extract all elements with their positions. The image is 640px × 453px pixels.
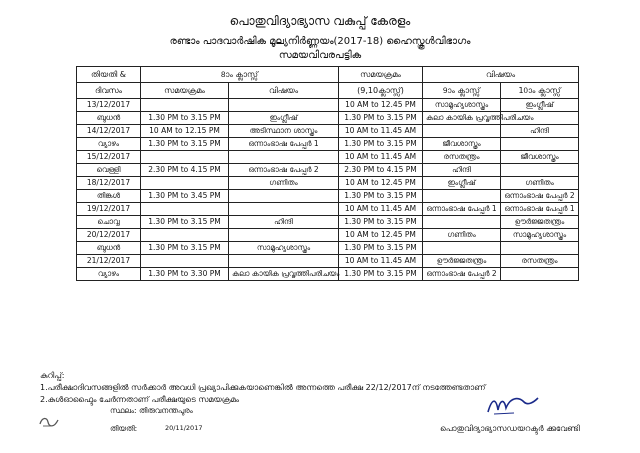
- time910-header: സമയക്രമം: [339, 67, 423, 83]
- class8-time: 1.30 PM to 3.15 PM: [141, 138, 229, 151]
- class8-subject: അടിസ്ഥാന ശാസ്ത്രം: [229, 125, 339, 138]
- class910-time: 2.30 PM to 4.15 PM: [339, 164, 423, 177]
- class9-subject: [423, 242, 501, 255]
- exam-day: ചൊവ്വ: [77, 216, 141, 229]
- class8-subject: ഹിന്ദി: [229, 216, 339, 229]
- class910-time: 10 AM to 12.45 PM: [339, 99, 423, 112]
- class910-time: 10 AM to 11.45 AM: [339, 125, 423, 138]
- class8-header: 8ാം ക്ലാസ്സ്: [141, 67, 339, 83]
- class8-subject: [229, 151, 339, 164]
- class9-subject: ജീവശാസ്ത്രം: [423, 138, 501, 151]
- class910-time: 1.30 PM to 3.15 PM: [339, 112, 423, 125]
- class8-subject: ഒന്നാംഭാഷ പേപ്പർ 2: [229, 164, 339, 177]
- note-1: 1.പരീക്ഷാദിവസങ്ങളിൽ സർക്കാർ അവധി പ്രഖ്യാപിക്കുകയാണെങ്കിൽ അന്നത്തെ പരീക്ഷ 22/12/2017ന് നടത്തേണ്ടതാണ്: [40, 383, 486, 392]
- signatory-label: പൊതുവിദ്യാഭ്യാസഡയറക്ടർ ക്കുവേണ്ടി: [440, 424, 580, 433]
- exam-day: തിങ്കൾ: [77, 190, 141, 203]
- table-row: [77, 177, 579, 190]
- class9-subject: ഹിന്ദി: [423, 164, 501, 177]
- class10-subject: [501, 242, 579, 255]
- table-row: [77, 151, 579, 164]
- class9-subject: [423, 125, 501, 138]
- exam-date: 14/12/2017: [77, 125, 141, 138]
- class910-time: 1.30 PM to 3.15 PM: [339, 138, 423, 151]
- timetable-title: സമയവിവരപട്ടിക: [278, 50, 362, 61]
- class8-subject: [229, 255, 339, 268]
- class8-time: 1.30 PM to 3.15 PM: [141, 112, 229, 125]
- table-row: [77, 138, 579, 151]
- class910-time: 1.30 PM to 3.15 PM: [339, 268, 423, 281]
- class8-subject: ഇംഗ്ലീഷ്: [229, 112, 339, 125]
- time8-header: സമയക്രമം: [141, 83, 229, 99]
- class8-time: 1.30 PM to 3.45 PM: [141, 190, 229, 203]
- class8-subject: ഒന്നാംഭാഷ പേപ്പർ 1: [229, 138, 339, 151]
- class910-time: 10 AM to 11.45 AM: [339, 255, 423, 268]
- date-value: 20/11/2017: [165, 424, 203, 432]
- notes-title: കുറിപ്പ്:: [40, 371, 65, 380]
- exam-date: 20/12/2017: [77, 229, 141, 242]
- class910-time: 1.30 PM to 3.15 PM: [339, 242, 423, 255]
- class10-subject: ഒന്നാംഭാഷ പേപ്പർ 1: [501, 203, 579, 216]
- class9-subject: രസതന്ത്രം: [423, 151, 501, 164]
- exam-date: 13/12/2017: [77, 99, 141, 112]
- class8-time: [141, 151, 229, 164]
- class910-time: 10 AM to 12.45 PM: [339, 229, 423, 242]
- class8-time: [141, 229, 229, 242]
- table-row: [77, 242, 579, 255]
- class10-subject: ജീവശാസ്ത്രം: [501, 151, 579, 164]
- class9-subject: ഗണിതം: [423, 229, 501, 242]
- class910-time: 10 AM to 11.45 AM: [339, 203, 423, 216]
- class8-subject: [229, 190, 339, 203]
- class10-subject: [501, 268, 579, 281]
- exam-day: ബുധൻ: [77, 242, 141, 255]
- class8-time: [141, 203, 229, 216]
- class10-subject: [501, 164, 579, 177]
- exam-day: വ്യാഴം: [77, 138, 141, 151]
- class9-subject: ഒന്നാംഭാഷ പേപ്പർ 2: [423, 268, 501, 281]
- table-row: [77, 203, 579, 216]
- class8-time: 10 AM to 12.15 PM: [141, 125, 229, 138]
- class10-subject: രസതന്ത്രം: [501, 255, 579, 268]
- class8-subject: [229, 229, 339, 242]
- class9-subject: ഇംഗ്ലീഷ്: [423, 177, 501, 190]
- notes: [40, 370, 486, 406]
- class9-header: 9ാം ക്ലാസ്സ്: [423, 83, 501, 99]
- class10-header: 10ാം ക്ലാസ്സ്: [501, 83, 579, 99]
- class9-subject: [423, 216, 501, 229]
- time910-sub-header: (9,10ക്ലാസ്സ്): [339, 83, 423, 99]
- header-row-2: [77, 83, 579, 99]
- date-header: തിയതി &: [77, 67, 141, 83]
- timetable: [76, 66, 579, 281]
- class910-time: 10 AM to 12.45 PM: [339, 177, 423, 190]
- exam-title: രണ്ടാം പാദവാർഷിക മൂല്യനിർണ്ണയം(2017-18) ഹൈസ്കൂൾവിഭാഗം: [169, 36, 471, 47]
- table-row: [77, 190, 579, 203]
- exam-date: 21/12/2017: [77, 255, 141, 268]
- class8-subject: കലാ കായിക പ്രവൃത്തിപരിചയം: [229, 268, 339, 281]
- class10-subject: ഹിന്ദി: [501, 125, 579, 138]
- exam-date: 15/12/2017: [77, 151, 141, 164]
- class10-subject: [501, 138, 579, 151]
- class8-subject: ഗണിതം: [229, 177, 339, 190]
- subject910-header: വിഷയം: [423, 67, 579, 83]
- class10-subject: ഗണിതം: [501, 177, 579, 190]
- class9-subject: ഒന്നാംഭാഷ പേപ്പർ 1: [423, 203, 501, 216]
- class8-time: 2.30 PM to 4.15 PM: [141, 164, 229, 177]
- class8-subject: സാമൂഹ്യശാസ്ത്രം: [229, 242, 339, 255]
- class9-subject: ഊർജ്ജതന്ത്രം: [423, 255, 501, 268]
- class8-time: [141, 255, 229, 268]
- class9-subject: [423, 190, 501, 203]
- class10-subject: ഒന്നാംഭാഷ പേപ്പർ 2: [501, 190, 579, 203]
- office-stamp-icon: [38, 414, 60, 434]
- class8-time: 1.30 PM to 3.15 PM: [141, 242, 229, 255]
- table-row: [77, 99, 579, 112]
- class8-subject: [229, 99, 339, 112]
- exam-date: 19/12/2017: [77, 203, 141, 216]
- class10-subject: സാമൂഹ്യശാസ്ത്രം: [501, 229, 579, 242]
- class8-time: 1.30 PM to 3.30 PM: [141, 268, 229, 281]
- table-row: [77, 229, 579, 242]
- date-label: തിയതി:: [110, 424, 138, 433]
- class10-subject: ഊർജ്ജതന്ത്രം: [501, 216, 579, 229]
- header-row-1: [77, 67, 579, 83]
- class8-time: 1.30 PM to 3.15 PM: [141, 216, 229, 229]
- signature-icon: [484, 392, 540, 422]
- exam-day: ബുധൻ: [77, 112, 141, 125]
- subject8-header: വിഷയം: [229, 83, 339, 99]
- exam-date: 18/12/2017: [77, 177, 141, 190]
- document-title: പൊതുവിദ്യാഭ്യാസ വകുപ്പ് കേരളം: [229, 14, 411, 28]
- class9-subject: സാമൂഹ്യശാസ്ത്രം: [423, 99, 501, 112]
- day-header: ദിവസം: [77, 83, 141, 99]
- table-row: [77, 216, 579, 229]
- table-row: [77, 164, 579, 177]
- table-row: [77, 255, 579, 268]
- class910-time: 1.30 PM to 3.15 PM: [339, 190, 423, 203]
- place-label: സ്ഥലം: തിരുവനന്തപുരം: [110, 406, 193, 415]
- class9-subject: കലാ കായിക പ്രവൃത്തിപരിചയം: [423, 112, 501, 125]
- table-row: [77, 112, 579, 125]
- class910-time: 1.30 PM to 3.15 PM: [339, 216, 423, 229]
- note-2: 2.കുൾഓഫ്ടൈം ചേർന്നതാണ് പരീക്ഷയുടെ സമയക്രമം: [40, 395, 239, 404]
- exam-day: വ്യാഴം: [77, 268, 141, 281]
- class10-subject: ഇംഗ്ലീഷ്: [501, 99, 579, 112]
- class8-time: [141, 177, 229, 190]
- exam-day: വെള്ളി: [77, 164, 141, 177]
- table-row: [77, 125, 579, 138]
- table-row: [77, 268, 579, 281]
- class8-time: [141, 99, 229, 112]
- class8-subject: [229, 203, 339, 216]
- class910-time: 10 AM to 11.45 AM: [339, 151, 423, 164]
